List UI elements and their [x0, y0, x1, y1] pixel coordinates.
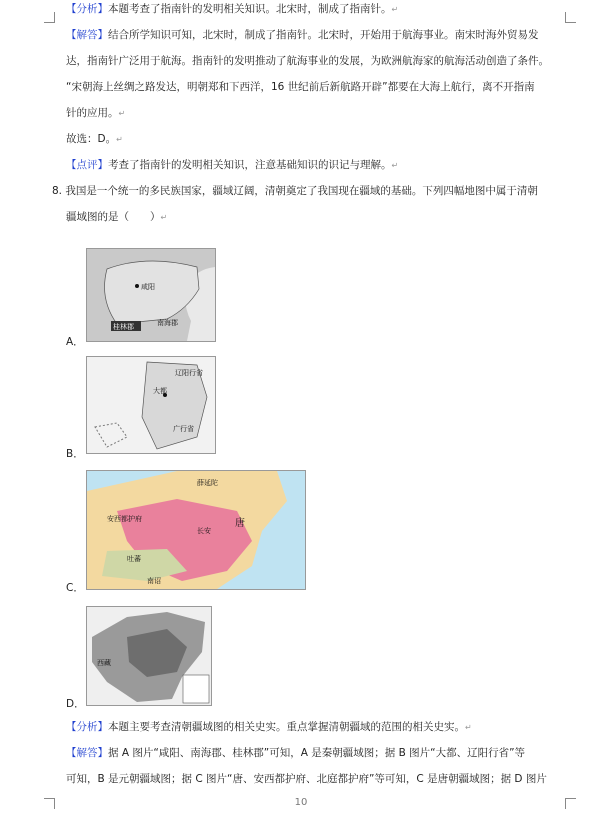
question-text-2: 疆域图的是（ ）	[66, 211, 161, 223]
return-mark: ↵	[160, 213, 168, 222]
return-mark: ↵	[465, 723, 472, 732]
question-number: 8.	[52, 185, 63, 197]
map-a-qin	[86, 248, 216, 342]
analysis-text: 本题考查了指南针的发明相关知识。北宋时，制成了指南针。	[108, 3, 392, 15]
map-c-label-0: 薛延陀	[197, 479, 218, 487]
choice-text: 故选：D。	[66, 133, 117, 145]
answer-tag: 【解答】	[66, 29, 108, 41]
map-d-label-0: 西藏	[97, 659, 111, 667]
question-text-1: 我国是一个统一的多民族国家，疆域辽阔，清朝奠定了我国现在疆域的基础。下列四幅地图中属于清朝	[65, 185, 538, 197]
bottom-answer-tag: 【解答】	[66, 747, 108, 759]
option-c-label[interactable]: C．	[66, 582, 84, 594]
map-b-label-1: 大都	[153, 387, 167, 395]
map-a-label-1: 南海郡	[157, 319, 178, 327]
return-mark: ↵	[391, 161, 399, 170]
option-d-label[interactable]: D．	[66, 698, 85, 710]
top-answer-line2: 达，指南针广泛用于航海。指南针的发明推动了航海事业的发展，为欧洲航海家的航海活动创造了条件。	[66, 55, 549, 67]
answer-text-1: 结合所学知识可知，北宋时，制成了指南针。北宋时，开始用于航海事业。南宋时海外贸易发	[108, 29, 539, 41]
top-answer-line4	[66, 106, 586, 121]
bottom-answer-line2: 可知，B 是元朝疆域图；据 C 图片“唐、安西都护府、北庭都护府”等可知，C 是唐朝疆域图；据 D 图片	[66, 773, 547, 785]
map-c-label-2: 吐蕃	[127, 555, 141, 563]
map-d-qing	[86, 606, 212, 706]
map-c-label-1: 安西都护府	[107, 515, 142, 523]
return-mark: ↵	[391, 5, 399, 14]
map-c-label-5: 南诏	[147, 577, 161, 585]
question-line1	[52, 184, 572, 198]
bottom-answer-line1	[66, 746, 586, 760]
map-b-label-2: 广行省	[173, 425, 194, 433]
map-c-label-4: 唐	[235, 518, 245, 529]
analysis-tag: 【分析】	[66, 3, 108, 15]
top-comment	[66, 158, 586, 173]
map-b-label-0: 辽阳行省	[175, 369, 203, 377]
top-analysis	[66, 2, 586, 17]
answer-text-4: 针的应用。	[66, 107, 119, 119]
bottom-analysis-text: 本题主要考查清朝疆域图的相关史实。重点掌握清朝疆域的范围的相关史实。	[108, 721, 465, 733]
bottom-analysis	[66, 720, 586, 735]
map-c-label-3: 长安	[197, 527, 211, 535]
map-b-yuan	[86, 356, 216, 454]
comment-text: 考查了指南针的发明相关知识，注意基础知识的识记与理解。	[108, 159, 392, 171]
map-c-tang	[86, 470, 306, 590]
question-line2	[66, 210, 586, 225]
top-choice	[66, 132, 586, 147]
option-a-label[interactable]: A．	[66, 336, 84, 348]
top-answer-line3: “宋朝海上丝绸之路发达，明朝郑和下西洋，16 世纪前后新航路开辟”都要在大海上航行，离不开指南	[66, 81, 535, 93]
bottom-analysis-tag: 【分析】	[66, 721, 108, 733]
bottom-answer-text-1: 据 A 图片“咸阳、南海郡、桂林郡”可知，A 是秦朝疆域图；据 B 图片“大都、辽阳行省”等	[108, 747, 526, 759]
top-answer-line1	[66, 28, 586, 42]
map-a-label-0: 咸阳	[141, 283, 155, 291]
return-mark: ↵	[118, 109, 126, 118]
option-b-label[interactable]: B．	[66, 448, 84, 460]
corner-mark-top-left	[44, 12, 55, 23]
comment-tag: 【点评】	[66, 159, 108, 171]
page-number: 10	[294, 797, 308, 808]
map-a-label-2: 桂林郡	[113, 323, 134, 331]
return-mark: ↵	[116, 135, 123, 144]
